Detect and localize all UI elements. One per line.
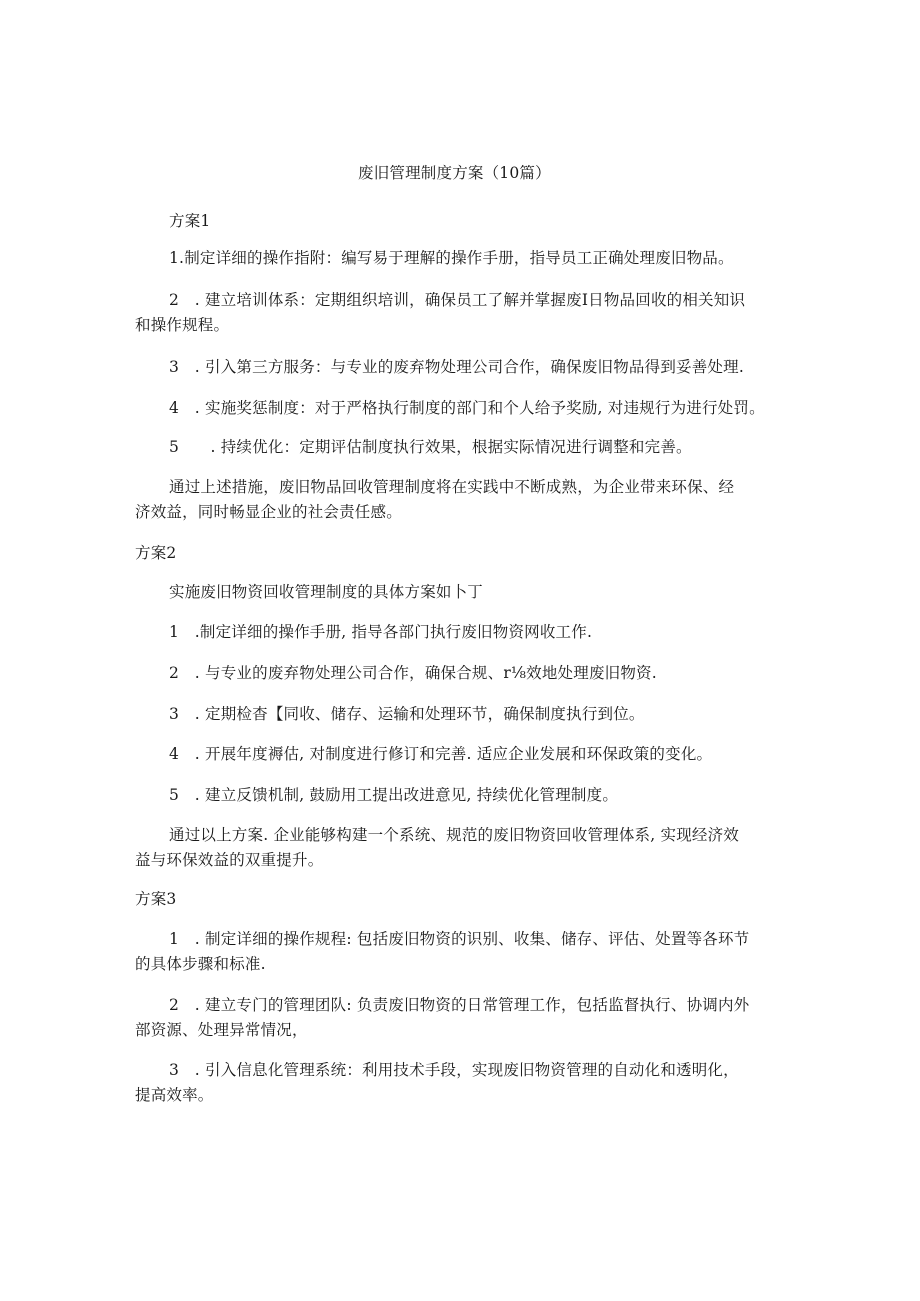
plan2-item-1: 1 .制定详细的操作手册, 指导各部门执行废旧物资网收工作.: [169, 623, 593, 641]
plan2-item-5: 5 . 建立反馈机制, 鼓励用工提出改进意见, 持续优化管理制度。: [169, 786, 619, 804]
plan1-item-3: 3 . 引入第三方服务：与专业的废弃物处理公司合作，确保废旧物品得到妥善处理.: [169, 358, 744, 376]
plan2-summary-line2: 益与环保效益的双重提升。: [135, 851, 324, 869]
plan2-intro: 实施废旧物资回收管理制度的具体方案如卜丁: [169, 583, 484, 601]
plan2-item-4: 4 . 开展年度褥估, 对制度进行修订和完善. 适应企业发展和环保政策的变化。: [169, 745, 713, 763]
document-title: 废旧管理制度方案（10篇）: [358, 164, 551, 182]
plan3-item-2-line1: 2 . 建立专门的管理团队: 负责废旧物资的日常管理工作，包括监督执行、协调内外: [169, 996, 750, 1014]
plan3-item-2-line2: 部资源、处理异常情况，: [135, 1021, 308, 1039]
plan1-item-2-cont: 和操作规程。: [135, 316, 230, 334]
plan1-heading: 方案1: [169, 212, 211, 230]
plan2-item-3: 3 . 定期检杳【同收、储存、运输和处理环节，确保制度执行到位。: [169, 705, 645, 723]
plan3-item-3-line1: 3 . 引入信息化管理系统：利用技术手段，实现废旧物资管理的自动化和透明化，: [169, 1061, 739, 1079]
plan1-item-1: 1.制定详细的操作指附：编写易于理解的操作手册，指导员工正确处理废旧物品。: [169, 249, 734, 267]
plan1-item-2: 2 . 建立培训体系：定期组织培训，确保员工了解并掌握废I日物品回收的相关知识: [169, 291, 746, 309]
plan1-item-5: 5 . 持续优化：定期评估制度执行效果，根据实际情况进行调整和完善。: [169, 438, 692, 456]
plan3-item-1-line1: 1 . 制定详细的操作规程: 包括废旧物资的识别、收集、储存、评估、处置等各环节: [169, 930, 750, 948]
plan2-summary-line1: 通过以上方案. 企业能够构建一个系统、规范的废旧物资回收管理体系, 实现经济效: [169, 826, 740, 844]
plan3-heading: 方案3: [135, 890, 177, 908]
plan2-heading: 方案2: [135, 544, 177, 562]
plan2-item-2: 2 . 与专业的废弃物处理公司合作，确保合规、r⅛效地处理废旧物资.: [169, 664, 657, 682]
plan1-summary-line2: 济效益，同时畅显企业的社会责任感。: [135, 503, 402, 521]
plan3-item-3-line2: 提高效率。: [135, 1086, 214, 1104]
plan3-item-1-line2: 的具体步骤和标准.: [135, 955, 266, 973]
plan1-summary-line1: 通过上述措施，废旧物品回收管理制度将在实践中不断成熟，为企业带来环保、经: [169, 478, 735, 496]
plan1-item-4: 4 . 实施奖惩制度：对于严格执行制度的部门和个人给予奖励, 对违规行为进行处罚。: [169, 399, 765, 417]
